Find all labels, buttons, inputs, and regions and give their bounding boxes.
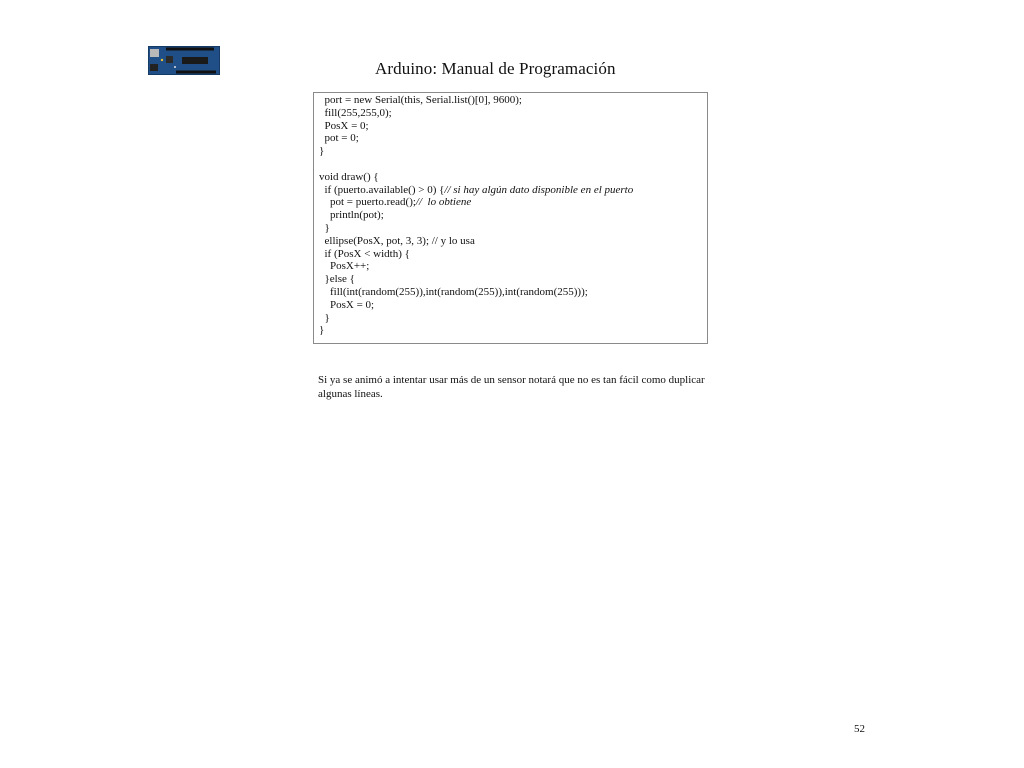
code-listing bbox=[313, 92, 708, 344]
small-chip bbox=[166, 56, 173, 63]
page-title: Arduino: Manual de Programación bbox=[375, 59, 616, 78]
header-bottom bbox=[176, 71, 216, 74]
code-comment: // lo obtiene bbox=[415, 196, 472, 209]
code-lines bbox=[319, 94, 633, 337]
code-text: ellipse(PosX, pot, 3, 3); // y lo usa bbox=[319, 234, 475, 247]
code-text: fill(int(random(255)),int(random(255)),int(random(255))); bbox=[319, 285, 588, 298]
code-line bbox=[319, 132, 633, 145]
microcontroller-chip bbox=[182, 57, 208, 64]
code-line bbox=[319, 235, 633, 248]
code-line bbox=[319, 248, 633, 261]
code-text: PosX = 0; bbox=[319, 119, 369, 132]
code-text: } bbox=[319, 311, 330, 324]
usb-connector bbox=[150, 49, 159, 57]
code-line bbox=[319, 107, 633, 120]
code-line bbox=[319, 260, 633, 273]
code-line bbox=[319, 158, 633, 171]
code-text: PosX = 0; bbox=[319, 298, 375, 311]
arduino-board-image bbox=[148, 46, 220, 75]
code-text: println(pot); bbox=[319, 209, 384, 222]
code-text: } bbox=[319, 324, 325, 337]
code-text: }else { bbox=[319, 273, 355, 286]
code-comment: // si hay algún dato disponible en el puerto bbox=[444, 183, 634, 196]
code-line bbox=[319, 273, 633, 286]
code-text: } bbox=[319, 145, 325, 158]
code-line bbox=[319, 196, 633, 209]
code-line bbox=[319, 120, 633, 133]
power-jack bbox=[150, 64, 158, 71]
code-text: pot = puerto.read(); bbox=[319, 196, 416, 209]
code-line bbox=[319, 299, 633, 312]
code-text: port = new Serial(this, Serial.list()[0], 9600); bbox=[319, 94, 522, 106]
code-line bbox=[319, 171, 633, 184]
code-line bbox=[319, 209, 633, 222]
code-text: PosX++; bbox=[319, 260, 370, 273]
code-text: void draw() { bbox=[319, 170, 379, 183]
code-text: if (PosX < width) { bbox=[319, 247, 410, 260]
code-line bbox=[319, 94, 633, 107]
header-top bbox=[166, 48, 214, 51]
page-number: 52 bbox=[854, 723, 865, 735]
code-text: fill(255,255,0); bbox=[319, 106, 392, 119]
code-text: } bbox=[319, 221, 330, 234]
led-2 bbox=[174, 66, 176, 68]
code-line bbox=[319, 286, 633, 299]
body-paragraph: Si ya se animó a intentar usar más de un sensor notará que no es tan fácil como duplicar algunas líneas. bbox=[318, 374, 705, 400]
code-line bbox=[319, 145, 633, 158]
code-text: pot = 0; bbox=[319, 132, 359, 145]
code-text: if (puerto.available() > 0) { bbox=[319, 183, 445, 196]
code-line bbox=[319, 184, 633, 197]
code-line bbox=[319, 312, 633, 325]
led bbox=[161, 59, 163, 61]
code-line bbox=[319, 222, 633, 235]
code-line bbox=[319, 324, 633, 337]
